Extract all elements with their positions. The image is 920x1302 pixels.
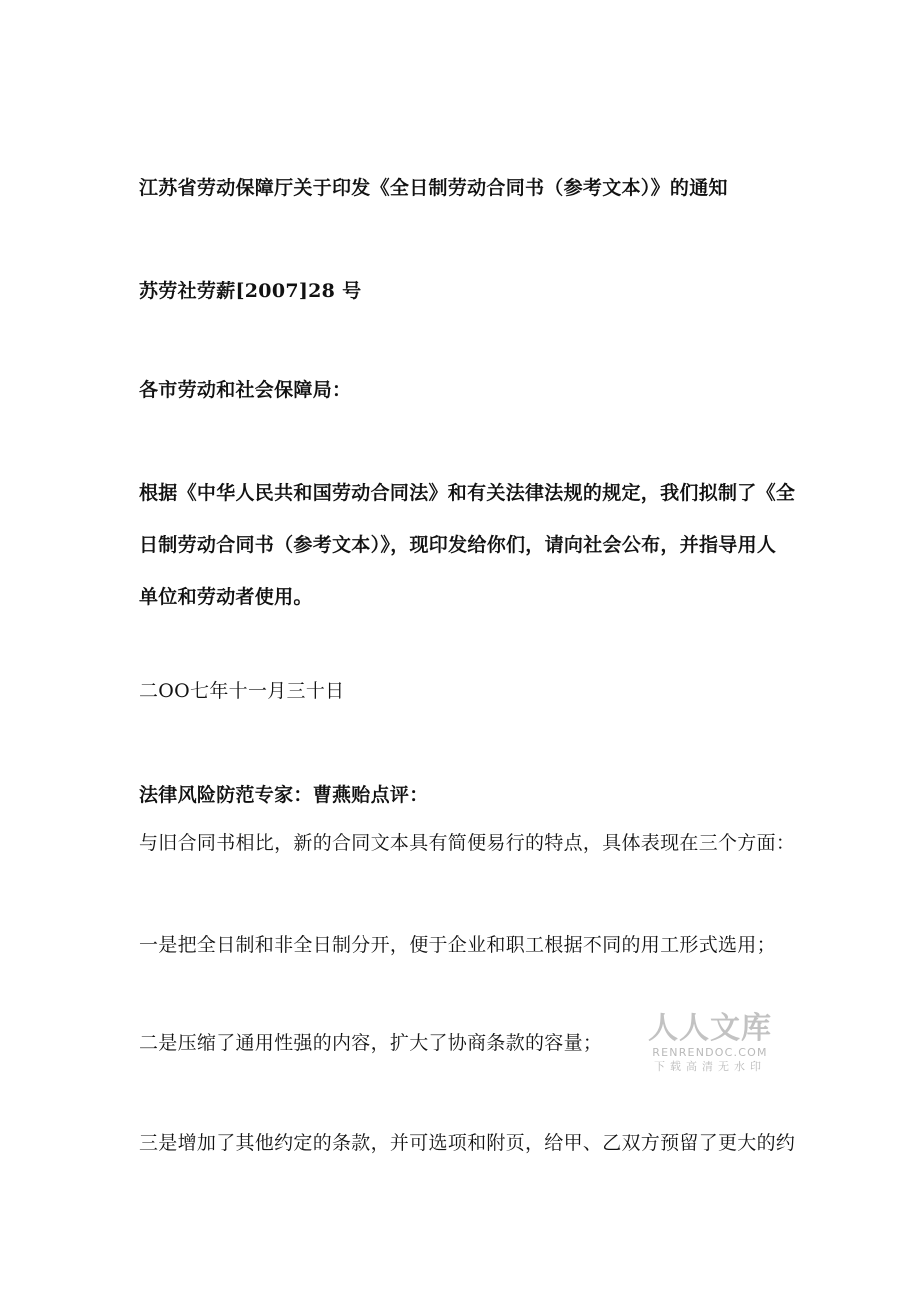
review-heading: 法律风险防范专家：曹燕贻点评： [139, 784, 429, 806]
watermark-subtitle: 下载高清无水印 [654, 1060, 766, 1073]
review-point-three: 三是增加了其他约定的条款，并可选项和附页，给甲、乙双方预留了更大的约 [139, 1132, 796, 1154]
watermark-url: RENRENDOC.COM [652, 1046, 768, 1059]
body-line: 单位和劳动者使用。 [139, 586, 313, 608]
body-paragraph [139, 467, 796, 623]
body-line: 日制劳动合同书（参考文本）》，现印发给你们，请向社会公布，并指导用人 [139, 534, 777, 556]
body-line: 根据《中华人民共和国劳动合同法》和有关法律法规的规定，我们拟制了《全 [139, 482, 796, 504]
addressee: 各市劳动和社会保障局： [139, 379, 352, 401]
document-title: 江苏省劳动保障厅关于印发《全日制劳动合同书（参考文本）》的通知 [139, 177, 728, 199]
review-point-one: 一是把全日制和非全日制分开，便于企业和职工根据不同的用工形式选用； [139, 934, 776, 956]
document-number: 苏劳社劳薪[2007]28 号 [139, 280, 362, 302]
document-date: 二OO七年十一月三十日 [139, 680, 345, 702]
watermark-logo [646, 1012, 774, 1074]
review-intro: 与旧合同书相比，新的合同文本具有简便易行的特点，具体表现在三个方面： [139, 832, 796, 854]
review-point-two: 二是压缩了通用性强的内容，扩大了协商条款的容量； [139, 1032, 603, 1054]
watermark-title: 人人文库 [648, 1011, 772, 1046]
